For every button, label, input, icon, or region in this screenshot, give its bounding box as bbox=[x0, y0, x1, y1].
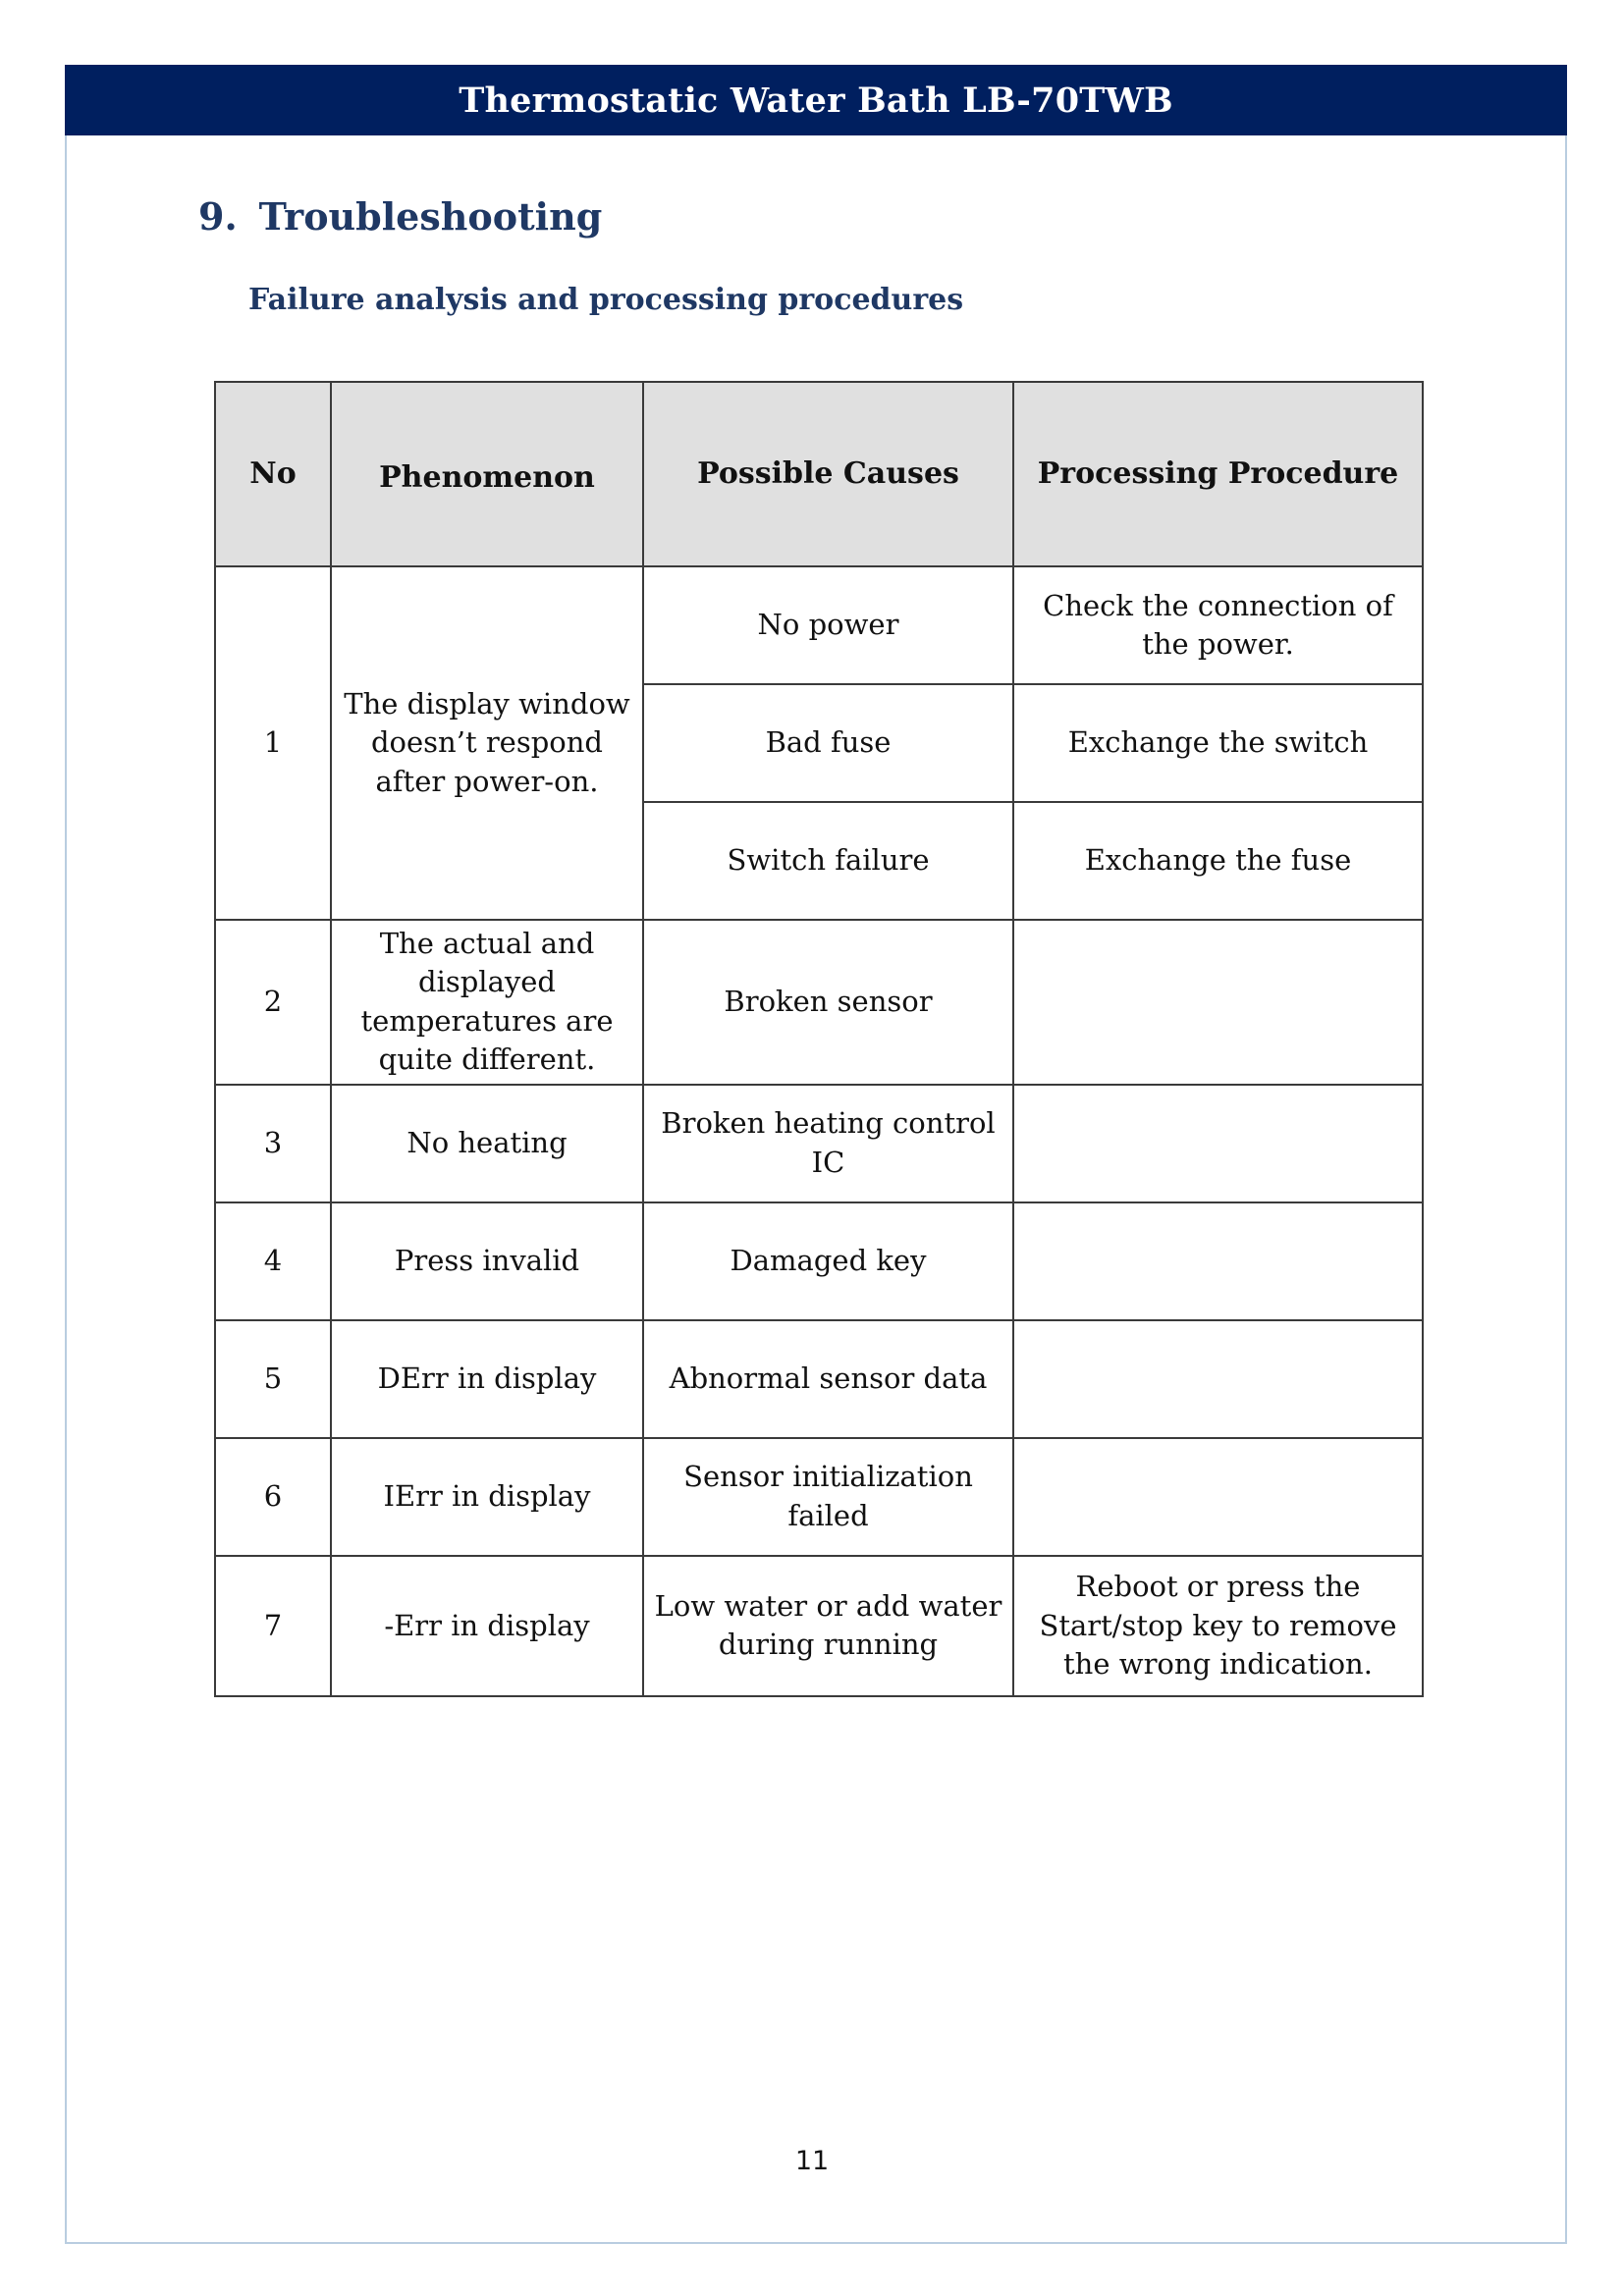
row-phenomenon: Press invalid bbox=[331, 1202, 643, 1320]
row-procedure bbox=[1013, 1202, 1423, 1320]
troubleshooting-table bbox=[214, 381, 1424, 1697]
row-procedure: Exchange the fuse bbox=[1013, 802, 1423, 920]
row-no: 7 bbox=[215, 1556, 331, 1696]
row-procedure: Check the connection of the power. bbox=[1013, 566, 1423, 684]
row-cause: No power bbox=[643, 566, 1013, 684]
header-phenomenon: Phenomenon bbox=[331, 382, 643, 566]
document-title: Thermostatic Water Bath LB-70TWB bbox=[459, 80, 1173, 121]
row-cause: Broken heating control IC bbox=[643, 1085, 1013, 1202]
table-header-row bbox=[215, 382, 1423, 566]
row-cause: Sensor initialization failed bbox=[643, 1438, 1013, 1556]
row-phenomenon: No heating bbox=[331, 1085, 643, 1202]
row-no: 5 bbox=[215, 1320, 331, 1438]
row-procedure: Reboot or press the Start/stop key to remove the wrong indication. bbox=[1013, 1556, 1423, 1696]
row-cause: Low water or add water during running bbox=[643, 1556, 1013, 1696]
row-cause: Bad fuse bbox=[643, 684, 1013, 802]
table-row bbox=[215, 1320, 1423, 1438]
row-cause: Abnormal sensor data bbox=[643, 1320, 1013, 1438]
table-row bbox=[215, 1556, 1423, 1696]
table-row bbox=[215, 1202, 1423, 1320]
row-procedure bbox=[1013, 920, 1423, 1085]
row-cause: Switch failure bbox=[643, 802, 1013, 920]
header-causes: Possible Causes bbox=[643, 382, 1013, 566]
row-phenomenon: The display window doesn’t respond after power-on. bbox=[331, 566, 643, 920]
section-title: Troubleshooting bbox=[258, 194, 603, 239]
row-no: 1 bbox=[215, 566, 331, 920]
table-row bbox=[215, 920, 1423, 1085]
row-procedure bbox=[1013, 1320, 1423, 1438]
row-no: 3 bbox=[215, 1085, 331, 1202]
row-procedure bbox=[1013, 1438, 1423, 1556]
header-procedure: Processing Procedure bbox=[1013, 382, 1423, 566]
row-phenomenon: IErr in display bbox=[331, 1438, 643, 1556]
document-header bbox=[65, 65, 1567, 135]
row-no: 6 bbox=[215, 1438, 331, 1556]
page-number: 11 bbox=[794, 2146, 830, 2176]
row-cause: Broken sensor bbox=[643, 920, 1013, 1085]
row-cause: Damaged key bbox=[643, 1202, 1013, 1320]
row-phenomenon: -Err in display bbox=[331, 1556, 643, 1696]
table-row bbox=[215, 566, 1423, 684]
row-no: 2 bbox=[215, 920, 331, 1085]
section-subtitle: Failure analysis and processing procedures bbox=[248, 283, 964, 317]
row-phenomenon: The actual and displayed temperatures are quite different. bbox=[331, 920, 643, 1085]
row-procedure bbox=[1013, 1085, 1423, 1202]
row-no: 4 bbox=[215, 1202, 331, 1320]
table-row bbox=[215, 1085, 1423, 1202]
header-no: No bbox=[215, 382, 331, 566]
row-procedure: Exchange the switch bbox=[1013, 684, 1423, 802]
section-heading bbox=[198, 194, 602, 239]
section-number: 9. bbox=[198, 194, 238, 239]
table-row bbox=[215, 1438, 1423, 1556]
row-phenomenon: DErr in display bbox=[331, 1320, 643, 1438]
